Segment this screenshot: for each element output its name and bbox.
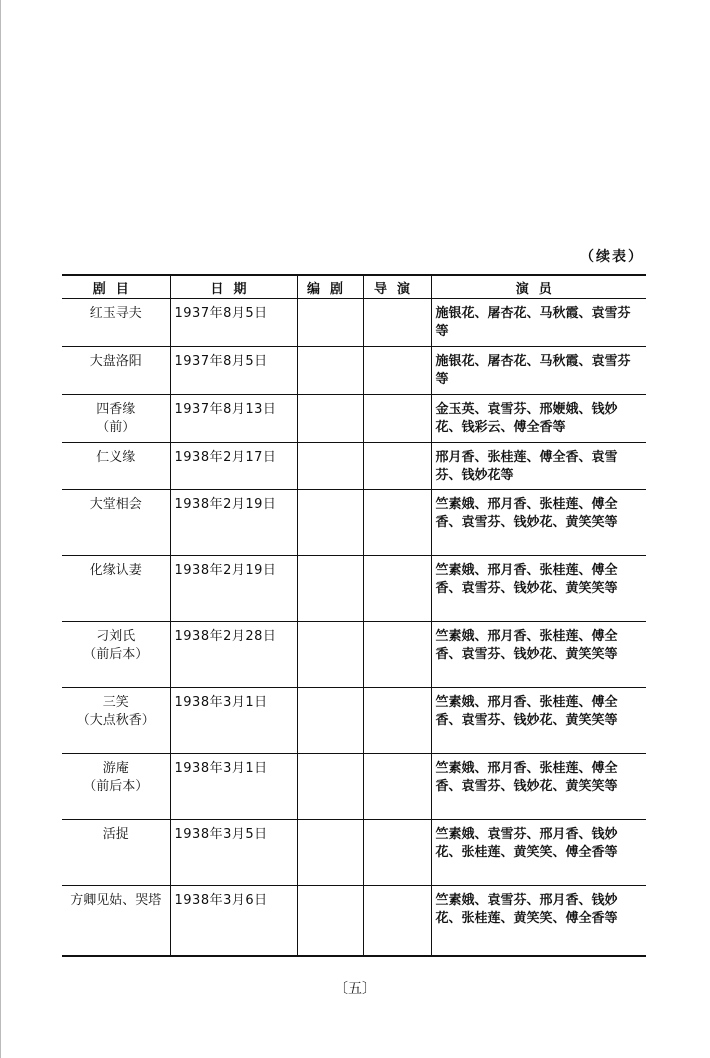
header-director: 导演 <box>363 275 431 299</box>
play-title-line: （前后本） <box>83 779 149 794</box>
table-row <box>62 299 646 347</box>
cell-date: 1938年2月19日 <box>170 490 297 556</box>
cell-play <box>62 886 170 956</box>
cell-cast: 施银花、屠杏花、马秋霞、袁雪芬等 <box>431 347 646 395</box>
cell-cast: 竺素娥、邢月香、张桂莲、傅全香、袁雪芬、钱妙花、黄笑笑等 <box>431 556 646 622</box>
performance-table <box>62 274 646 957</box>
cell-play <box>62 688 170 754</box>
cell-director <box>363 299 431 347</box>
play-title-line: 大盘洛阳 <box>89 354 142 369</box>
cell-writer <box>297 299 363 347</box>
cell-date: 1938年3月5日 <box>170 820 297 886</box>
table-row <box>62 622 646 688</box>
cell-play <box>62 395 170 443</box>
play-title-line: 活捉 <box>102 827 129 842</box>
cell-director <box>363 443 431 490</box>
cell-play <box>62 443 170 490</box>
cell-cast: 邢月香、张桂莲、傅全香、袁雪芬、钱妙花等 <box>431 443 646 490</box>
cell-cast: 竺素娥、邢月香、张桂莲、傅全香、袁雪芬、钱妙花、黄笑笑等 <box>431 754 646 820</box>
cell-play <box>62 347 170 395</box>
cell-cast: 竺素娥、邢月香、张桂莲、傅全香、袁雪芬、钱妙花、黄笑笑等 <box>431 688 646 754</box>
table-row <box>62 443 646 490</box>
play-title-line: 刁刘氏 <box>96 629 136 644</box>
cell-cast: 施银花、屠杏花、马秋霞、袁雪芬等 <box>431 299 646 347</box>
play-title-line: 游庵 <box>102 761 129 776</box>
cell-cast: 竺素娥、袁雪芬、邢月香、钱妙花、张桂莲、黄笑笑、傅全香等 <box>431 886 646 956</box>
cell-writer <box>297 754 363 820</box>
cell-play <box>62 820 170 886</box>
cell-play <box>62 556 170 622</box>
cell-date: 1938年3月1日 <box>170 754 297 820</box>
cell-writer <box>297 886 363 956</box>
table-row <box>62 886 646 956</box>
header-date: 日期 <box>170 275 297 299</box>
page-number: 〔五〕 <box>334 981 376 997</box>
cell-director <box>363 688 431 754</box>
cell-writer <box>297 556 363 622</box>
cell-director <box>363 622 431 688</box>
play-title-line: 仁义缘 <box>96 450 136 465</box>
play-title-line: 化缘认妻 <box>89 563 142 578</box>
cell-play <box>62 490 170 556</box>
cell-director <box>363 820 431 886</box>
table-row <box>62 490 646 556</box>
play-title-line: 四香缘 <box>96 402 136 417</box>
cell-director <box>363 754 431 820</box>
cell-play <box>62 622 170 688</box>
continued-label: （续表） <box>580 249 644 265</box>
play-title-line: 方卿见姑、哭塔 <box>70 893 162 908</box>
cell-writer <box>297 490 363 556</box>
play-title-line: （前） <box>96 420 136 435</box>
table-row <box>62 688 646 754</box>
cell-date: 1938年2月17日 <box>170 443 297 490</box>
cell-director <box>363 490 431 556</box>
header-cast: 演员 <box>431 275 646 299</box>
table-row <box>62 556 646 622</box>
cell-writer <box>297 443 363 490</box>
header-play: 剧目 <box>62 275 170 299</box>
play-title-line: 三笑 <box>102 695 129 710</box>
cell-date: 1937年8月13日 <box>170 395 297 443</box>
table-row <box>62 754 646 820</box>
cell-director <box>363 347 431 395</box>
table-header-row <box>62 275 646 299</box>
cell-date: 1938年2月28日 <box>170 622 297 688</box>
cell-writer <box>297 622 363 688</box>
cell-date: 1938年3月6日 <box>170 886 297 956</box>
play-title-line: 红玉寻夫 <box>89 306 142 321</box>
cell-date: 1937年8月5日 <box>170 299 297 347</box>
header-writer: 编剧 <box>297 275 363 299</box>
cell-cast: 竺素娥、邢月香、张桂莲、傅全香、袁雪芬、钱妙花、黄笑笑等 <box>431 622 646 688</box>
cell-date: 1937年8月5日 <box>170 347 297 395</box>
play-title-line: （大点秋香） <box>76 713 155 728</box>
cell-writer <box>297 347 363 395</box>
cell-cast: 竺素娥、邢月香、张桂莲、傅全香、袁雪芬、钱妙花、黄笑笑等 <box>431 490 646 556</box>
cell-play <box>62 754 170 820</box>
scan-edge-line <box>0 0 1 1058</box>
table-row <box>62 347 646 395</box>
cell-writer <box>297 688 363 754</box>
cell-director <box>363 395 431 443</box>
cell-director <box>363 556 431 622</box>
cell-director <box>363 886 431 956</box>
cell-writer <box>297 395 363 443</box>
cell-cast: 金玉英、袁雪芬、邢㛹娥、钱妙花、钱彩云、傅全香等 <box>431 395 646 443</box>
cell-writer <box>297 820 363 886</box>
cell-cast: 竺素娥、袁雪芬、邢月香、钱妙花、张桂莲、黄笑笑、傅全香等 <box>431 820 646 886</box>
cell-play <box>62 299 170 347</box>
play-title-line: （前后本） <box>83 647 149 662</box>
table-row <box>62 395 646 443</box>
play-title-line: 大堂相会 <box>89 497 142 512</box>
table-row <box>62 820 646 886</box>
cell-date: 1938年2月19日 <box>170 556 297 622</box>
cell-date: 1938年3月1日 <box>170 688 297 754</box>
